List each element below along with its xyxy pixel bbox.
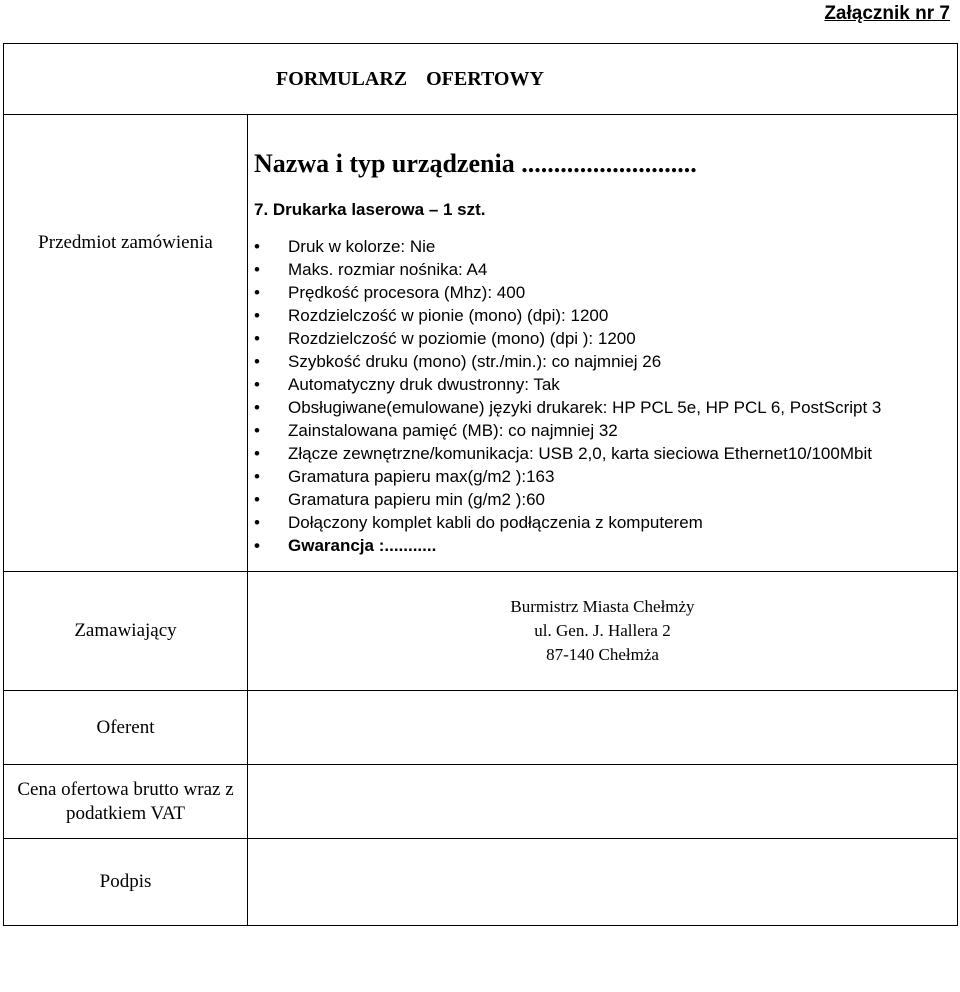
spec-list-item — [254, 419, 908, 442]
bullet-icon: • — [254, 260, 260, 279]
ordering-party-row — [4, 572, 958, 691]
spec-text: Prędkość procesora (Mhz): 400 — [288, 283, 526, 302]
bullet-icon: • — [254, 467, 260, 486]
spec-list-item — [254, 442, 908, 465]
spec-text: Automatyczny druk dwustronny: Tak — [288, 375, 560, 394]
address-line-1: Burmistrz Miasta Chełmży — [510, 597, 695, 616]
bidder-row — [4, 691, 958, 765]
form-title-row — [4, 44, 958, 115]
spec-list-item — [254, 258, 908, 281]
ordering-party-label: Zamawiający — [4, 572, 248, 691]
signature-value — [248, 839, 958, 926]
ordering-party-address — [248, 572, 958, 691]
bullet-icon: • — [254, 375, 260, 394]
spec-text: Złącze zewnętrzne/komunikacja: USB 2,0, karta sieciowa Ethernet10/100Mbit — [288, 444, 872, 463]
spec-text: Obsługiwane(emulowane) języki drukarek: HP PCL 5e, HP PCL 6, PostScript 3 — [288, 398, 882, 417]
spec-list-item — [254, 534, 908, 557]
bullet-icon: • — [254, 513, 260, 532]
address-line-3: 87-140 Chełmża — [546, 645, 659, 664]
device-name-heading: Nazwa i typ urządzenia ........................... — [254, 149, 697, 178]
bidder-label: Oferent — [4, 691, 248, 765]
spec-list-item — [254, 396, 908, 419]
bullet-icon: • — [254, 490, 260, 509]
device-model: 7. Drukarka laserowa – 1 szt. — [254, 200, 486, 219]
price-row — [4, 765, 958, 839]
price-label: Cena ofertowa brutto wraz z podatkiem VAT — [4, 765, 248, 839]
signature-label: Podpis — [4, 839, 248, 926]
bullet-icon: • — [254, 306, 260, 325]
spec-text: Gwarancja :........... — [288, 536, 437, 555]
price-value — [248, 765, 958, 839]
bidder-value — [248, 691, 958, 765]
spec-list-item — [254, 465, 908, 488]
spec-text: Dołączony komplet kabli do podłączenia z komputerem — [288, 513, 703, 532]
spec-list-item — [254, 373, 908, 396]
bullet-icon: • — [254, 329, 260, 348]
spec-list-item — [254, 327, 908, 350]
spec-text: Druk w kolorze: Nie — [288, 237, 436, 256]
spec-list-item — [254, 488, 908, 511]
address-line-2: ul. Gen. J. Hallera 2 — [534, 621, 671, 640]
bullet-icon: • — [254, 444, 260, 463]
spec-list-item — [254, 281, 908, 304]
spec-list-item — [254, 304, 908, 327]
form-title: FORMULARZ OFERTOWY — [4, 44, 958, 115]
spec-text: Szybkość druku (mono) (str./min.): co najmniej 26 — [288, 352, 662, 371]
bullet-icon: • — [254, 283, 260, 302]
bullet-icon: • — [254, 398, 260, 417]
spec-list-item — [254, 511, 908, 534]
spec-text: Rozdzielczość w poziomie (mono) (dpi ): 1200 — [288, 329, 636, 348]
subject-row — [4, 115, 958, 572]
subject-content — [248, 115, 958, 572]
bullet-icon: • — [254, 352, 260, 371]
spec-text: Zainstalowana pamięć (MB): co najmniej 32 — [288, 421, 618, 440]
spec-list-item — [254, 350, 908, 373]
offer-form-table — [3, 43, 958, 926]
spec-list — [254, 235, 957, 557]
subject-label: Przedmiot zamówienia — [4, 115, 248, 572]
bullet-icon: • — [254, 237, 260, 256]
spec-text: Rozdzielczość w pionie (mono) (dpi): 1200 — [288, 306, 609, 325]
signature-row — [4, 839, 958, 926]
bullet-icon: • — [254, 536, 260, 555]
spec-list-item — [254, 235, 908, 258]
spec-text: Maks. rozmiar nośnika: A4 — [288, 260, 488, 279]
annex-number: Załącznik nr 7 — [824, 3, 950, 24]
spec-text: Gramatura papieru min (g/m2 ):60 — [288, 490, 545, 509]
spec-text: Gramatura papieru max(g/m2 ):163 — [288, 467, 555, 486]
bullet-icon: • — [254, 421, 260, 440]
